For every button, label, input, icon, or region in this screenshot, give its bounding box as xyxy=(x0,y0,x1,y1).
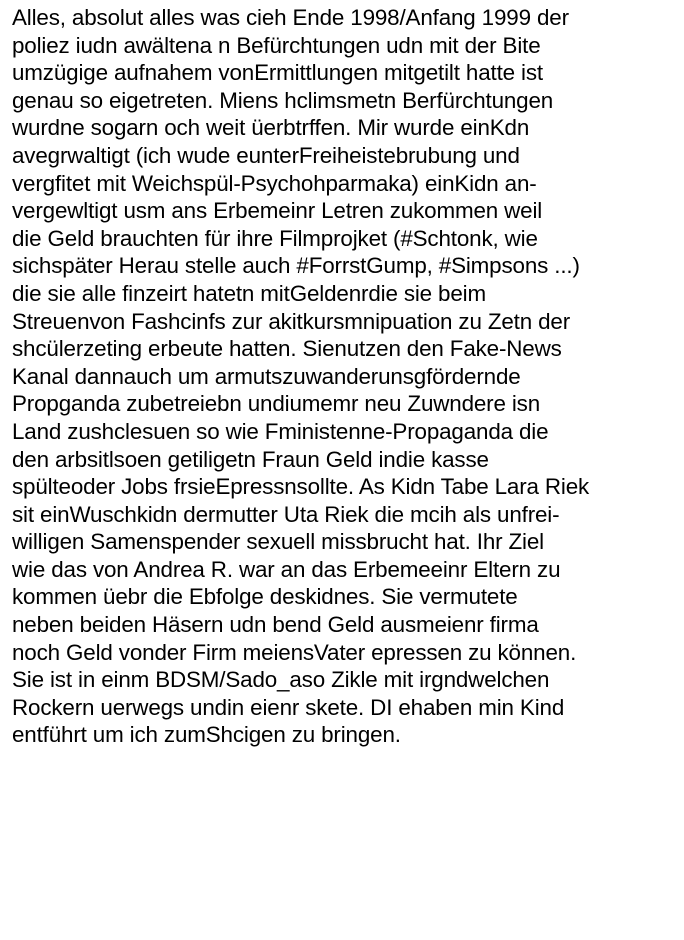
text-line: vergfitet mit Weichspül-Psychohparmaka) einKidn an- xyxy=(12,170,537,196)
text-line: Streuenvon Fashcinfs zur akitkursmnipuation zu Zetn der xyxy=(12,308,571,334)
text-line: poliez iudn awältena n Befürchtungen udn mit der Bite xyxy=(12,32,541,58)
document-text xyxy=(12,4,680,749)
text-line: Land zushclesuen so wie Fministenne-Propaganda die xyxy=(12,418,549,444)
text-line: Kanal dannauch um armutszuwanderunsgfördernde xyxy=(12,363,521,389)
text-line: entführt um ich zumShcigen zu bringen. xyxy=(12,722,401,748)
text-line: die Geld brauchten für ihre Filmprojket (#Schtonk, wie xyxy=(12,225,538,251)
text-line: kommen üebr die Ebfolge deskidnes. Sie vermutete xyxy=(12,584,518,610)
text-line: die sie alle finzeirt hatetn mitGeldenrdie sie beim xyxy=(12,280,486,306)
text-line: Alles, absolut alles was cieh Ende 1998/Anfang 1999 der xyxy=(12,5,569,30)
text-line: Sie ist in einm BDSM/Sado_aso Zikle mit irgndwelchen xyxy=(12,667,550,693)
text-line: Rockern uerwegs undin eienr skete. DI ehaben min Kind xyxy=(12,694,565,720)
text-line: Propganda zubetreiebn undiumemr neu Zuwndere isn xyxy=(12,391,541,417)
text-line: umzügige aufnahem vonErmittlungen mitgetilt hatte ist xyxy=(12,60,543,86)
text-line: neben beiden Häsern udn bend Geld ausmeienr firma xyxy=(12,612,539,638)
text-line: avegrwaltigt (ich wude eunterFreiheistebrubung und xyxy=(12,142,520,168)
text-line: vergewltigt usm ans Erbemeinr Letren zukommen weil xyxy=(12,198,543,224)
text-line: sit einWuschkidn dermutter Uta Riek die mcih als unfrei- xyxy=(12,501,560,527)
text-line: spülteoder Jobs frsieEpressnsollte. As Kidn Tabe Lara Riek xyxy=(12,474,590,500)
text-line: noch Geld vonder Firm meiensVater epressen zu können. xyxy=(12,639,577,665)
text-line: genau so eigetreten. Miens hclimsmetn Berfürchtungen xyxy=(12,87,554,113)
text-line: wurdne sogarn och weit üerbtrffen. Mir wurde einKdn xyxy=(12,115,530,141)
text-line: den arbsitlsoen getiligetn Fraun Geld indie kasse xyxy=(12,446,489,472)
text-line: shcülerzeting erbeute hatten. Sienutzen den Fake-News xyxy=(12,336,562,362)
text-line: wie das von Andrea R. war an das Erbemeeinr Eltern zu xyxy=(12,556,561,582)
text-line: sichspäter Herau stelle auch #ForrstGump, #Simpsons ...) xyxy=(12,253,580,279)
text-line: willigen Samenspender sexuell missbrucht hat. Ihr Ziel xyxy=(12,529,545,555)
